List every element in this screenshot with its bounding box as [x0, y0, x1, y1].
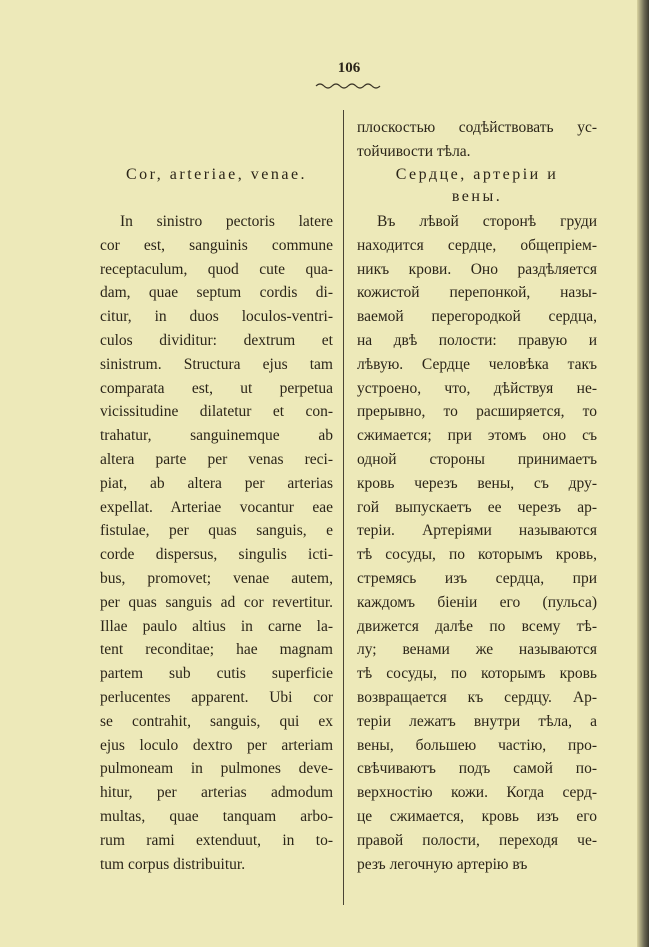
text-line: multas, quae tanquam arbo- — [100, 807, 333, 825]
text-line: receptaculum, quod cute qua- — [100, 260, 333, 278]
text-line: comparata est, ut perpetua — [100, 379, 333, 397]
text-line: altera parte per venas reci- — [100, 450, 333, 468]
text-line: правой полости, переходя че- — [357, 831, 597, 849]
text-line: pulmoneam in pulmones deve- — [100, 760, 333, 778]
text-line: движется далѣе по всему тѣ- — [357, 617, 597, 635]
text-line: cor est, sanguinis commune — [100, 236, 333, 254]
text-line: Illae paulo altius in carne la- — [100, 617, 333, 635]
text-line: tent reconditae; hae magnam — [100, 641, 333, 659]
text-line: сжимается; при этомъ оно съ — [357, 427, 597, 445]
text-line: culos dividitur: dextrum et — [100, 331, 333, 349]
text-line: ваемой перегородкой сердца, — [357, 308, 597, 326]
text-line: теріи. Артеріями называются — [357, 522, 597, 540]
text-line: perlucentes apparent. Ubi cor — [100, 688, 333, 706]
text-line: тѣ сосуды, по которымъ кровь — [357, 665, 597, 683]
text-line: свѣчиваютъ подъ самой по- — [357, 760, 597, 778]
text-line: dam, quae septum cordis di- — [100, 284, 333, 302]
text-line: bus, promovet; venae autem, — [100, 569, 333, 587]
text-line: Въ лѣвой сторонѣ груди — [377, 213, 597, 230]
text-line: ejus loculo dextro per arteriam — [100, 736, 333, 754]
text-line: устроено, что, дѣйствуя не- — [357, 379, 597, 397]
text-line: partem sub cutis superficie — [100, 665, 333, 683]
text-line: expellat. Arteriae vocantur eae — [100, 498, 333, 516]
text-line: trahatur, sanguinemque ab — [100, 427, 333, 445]
page-edge-shadow — [637, 0, 649, 947]
text-line: на двѣ полости: правую и — [357, 331, 597, 349]
text-line: вены, большею частію, про- — [357, 736, 597, 754]
right-heading-line: вены. — [451, 188, 503, 205]
text-line: плоскостью содѣйствовать ус- — [357, 119, 597, 136]
text-line: верхностію кожи. Когда серд- — [357, 784, 597, 802]
left-heading: Cor, arteriae, venae. — [125, 166, 308, 183]
text-line: sinistrum. Structura ejus tam — [100, 355, 333, 373]
latin-column — [100, 210, 333, 876]
russian-continuation — [357, 116, 597, 164]
ornament-rule — [314, 82, 384, 90]
text-line: hitur, per arterias admodum — [100, 784, 333, 802]
text-line: це сжимается, кровь изъ его — [357, 807, 597, 825]
text-line: одной стороны принимаетъ — [357, 450, 597, 468]
text-line: стремясь изъ сердца, при — [357, 569, 597, 587]
text-line: corde dispersus, singulis icti- — [100, 546, 333, 564]
text-line: тойчивости тѣла. — [357, 142, 471, 160]
text-line: кожистой перепонкой, назы- — [357, 284, 597, 302]
text-line: кровь черезъ вены, съ дру- — [357, 474, 597, 492]
text-line: каждомъ біеніи его (пульса) — [357, 593, 597, 611]
text-line: резъ легочную артерію въ — [357, 855, 528, 873]
text-line: per quas sanguis ad cor revertitur. — [100, 593, 333, 611]
page-number: 106 — [337, 60, 361, 76]
column-divider — [343, 110, 344, 905]
text-line: piat, ab altera per arterias — [100, 474, 333, 492]
text-line: находится сердце, общепріем- — [357, 236, 597, 254]
text-line: fistulae, per quas sanguis, e — [100, 522, 333, 540]
text-line: лѣвую. Сердце человѣка такъ — [357, 355, 597, 373]
text-line: никъ крови. Оно раздѣляется — [357, 260, 597, 278]
text-line: tum corpus distribuitur. — [100, 855, 246, 873]
text-line: возвращается къ сердцу. Ар- — [357, 688, 597, 706]
text-line: прерывно, то расширяется, то — [357, 403, 597, 421]
text-line: теріи лежатъ внутри тѣла, а — [357, 712, 597, 730]
russian-column — [357, 210, 597, 876]
text-line: vicissitudine dilatetur et con- — [100, 403, 333, 421]
text-line: In sinistro pectoris latere — [120, 213, 333, 230]
text-line: лу; венами же называются — [357, 641, 597, 659]
text-line: rum rami extenduut, in to- — [100, 831, 333, 849]
text-line: se contrahit, sanguis, qui ex — [100, 712, 333, 730]
text-line: гой выпускаетъ ее черезъ ар- — [357, 498, 597, 516]
text-line: тѣ сосуды, по которымъ кровь, — [357, 546, 597, 564]
right-heading-line: Сердце, артеріи и — [395, 166, 559, 183]
right-heading — [357, 164, 597, 208]
text-line: citur, in duos loculos-ventri- — [100, 308, 333, 326]
